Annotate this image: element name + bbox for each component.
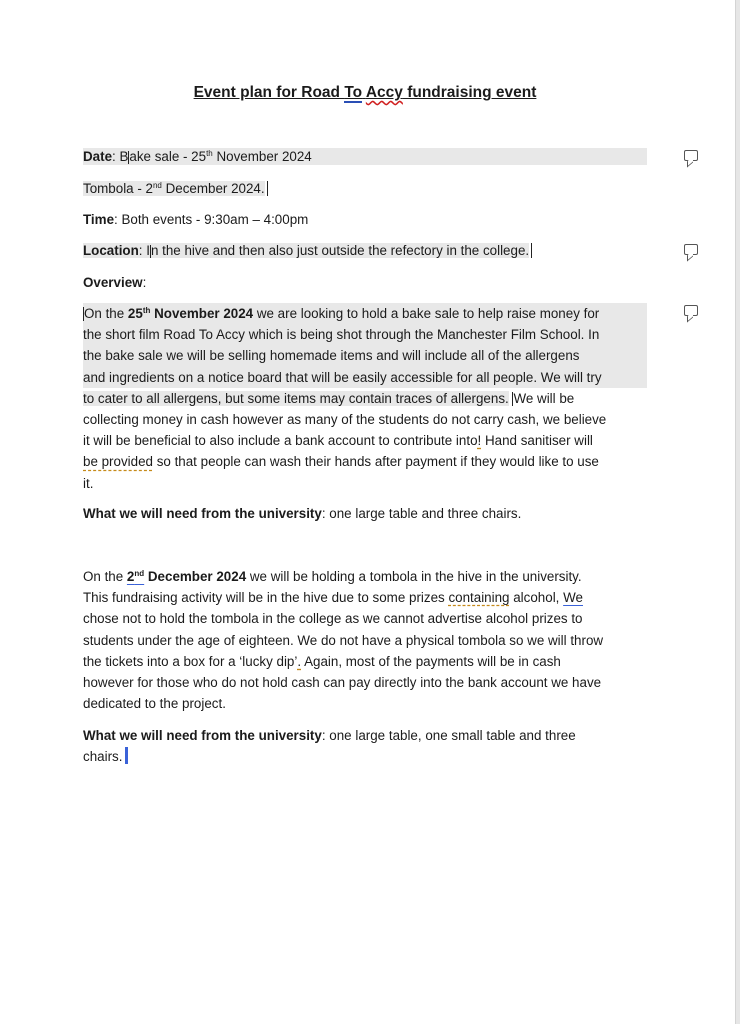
p1-date-day: 25 bbox=[127, 306, 143, 321]
p1-text: and ingredients on a notice board that will be easily accessible for all people. We will try bbox=[83, 367, 647, 388]
p2-text: we will be holding a tombola in the hive in the university. bbox=[246, 569, 582, 584]
p1-text: to cater to all allergens, but some items may contain traces of allergens. bbox=[83, 390, 509, 406]
overview-colon: : bbox=[142, 275, 147, 290]
date-line[interactable] bbox=[83, 148, 647, 165]
date-value-c: November 2024 bbox=[212, 149, 312, 164]
p1-text: On the bbox=[84, 306, 128, 321]
need-line-2[interactable] bbox=[83, 725, 649, 767]
need-value: chairs. bbox=[83, 749, 123, 765]
title-text-2: fundraising event bbox=[402, 84, 537, 101]
p1-text: Hand sanitiser will bbox=[481, 433, 593, 449]
grammar-flag: ! bbox=[477, 433, 482, 449]
text-cursor bbox=[531, 243, 532, 258]
grammar-flag: be provided bbox=[83, 454, 153, 470]
title-text-to: To bbox=[344, 84, 363, 101]
overview-line[interactable] bbox=[83, 274, 146, 291]
date-value-a: : B bbox=[112, 149, 129, 164]
need-line-1[interactable] bbox=[83, 505, 521, 522]
tombola-sup: nd bbox=[152, 181, 162, 190]
need-label: What we will need from the university bbox=[83, 728, 322, 743]
page-edge bbox=[735, 0, 740, 1024]
p1-text: it. bbox=[83, 475, 94, 491]
document-title[interactable] bbox=[0, 84, 730, 102]
date-label: Date bbox=[83, 149, 113, 164]
p2-text: dedicated to the project. bbox=[83, 696, 226, 712]
grammar-flag: We bbox=[563, 590, 583, 606]
p1-text: the bake sale we will be selling homemade items and will include all of the allergens bbox=[83, 345, 647, 366]
location-line[interactable] bbox=[83, 242, 532, 259]
p1-sup: th bbox=[142, 306, 151, 315]
p2-date-month: December 2024 bbox=[144, 569, 247, 584]
location-value-b: n the hive and then also just outside the refectory in the college. bbox=[150, 243, 530, 258]
p2-text: chose not to hold the tombola in the college as we cannot advertise alcohol prizes to bbox=[83, 611, 583, 627]
overview-label: Overview bbox=[83, 275, 143, 290]
location-label: Location bbox=[83, 243, 139, 258]
p1-text: it will be beneficial to also include a bank account to contribute into bbox=[83, 433, 478, 449]
tombola-line[interactable] bbox=[83, 180, 268, 197]
need-label: What we will need from the university bbox=[83, 506, 322, 521]
text-cursor bbox=[267, 181, 268, 196]
p2-sup: nd bbox=[134, 569, 145, 578]
text-cursor bbox=[125, 747, 128, 764]
p2-text: the tickets into a box for a ‘lucky dip’ bbox=[83, 653, 298, 669]
title-text-accy: Accy bbox=[365, 84, 403, 101]
grammar-flag: . bbox=[297, 653, 302, 669]
time-line[interactable] bbox=[83, 211, 308, 228]
p2-text: alcohol, bbox=[509, 590, 564, 606]
grammar-flag: containing bbox=[448, 590, 510, 606]
p2-text: students under the age of eighteen. We do not have a physical tombola so we will throw bbox=[83, 632, 604, 648]
p2-text: however for those who do not hold cash can pay directly into the bank account we have bbox=[83, 675, 602, 691]
p1-text: we are looking to hold a bake sale to help raise money for bbox=[253, 306, 600, 321]
comment-icon[interactable] bbox=[684, 150, 698, 161]
paragraph-bake-sale[interactable] bbox=[83, 303, 649, 494]
comment-icon[interactable] bbox=[684, 305, 698, 316]
date-value-b: ake sale - 25 bbox=[129, 149, 207, 164]
p1-text: so that people can wash their hands after payment if they would like to use bbox=[152, 454, 599, 470]
tombola-text-b: December 2024. bbox=[161, 181, 265, 196]
p1-date-month: November 2024 bbox=[150, 306, 254, 321]
p1-text: collecting money in cash however as many of the students do not carry cash, we believe bbox=[83, 412, 607, 428]
p1-text: We will be bbox=[513, 390, 575, 406]
p2-text: This fundraising activity will be in the hive due to some prizes bbox=[83, 590, 449, 606]
p1-text: the short film Road To Accy which is being shot through the Manchester Film School. In bbox=[83, 324, 647, 345]
need-value: : one large table and three chairs. bbox=[321, 506, 522, 521]
date-sup: th bbox=[206, 149, 213, 158]
need-value: : one large table, one small table and three bbox=[321, 728, 576, 743]
location-value-a: : I bbox=[138, 243, 150, 258]
p2-text: On the bbox=[83, 569, 127, 584]
time-value: : Both events - 9:30am – 4:00pm bbox=[114, 212, 309, 227]
title-text-1: Event plan for Road bbox=[193, 84, 345, 101]
p2-date-day: 2 bbox=[126, 569, 135, 584]
p2-text: Again, most of the payments will be in cash bbox=[301, 653, 561, 669]
comment-icon[interactable] bbox=[684, 244, 698, 255]
tombola-text-a: Tombola - 2 bbox=[83, 181, 153, 196]
time-label: Time bbox=[83, 212, 115, 227]
paragraph-tombola[interactable] bbox=[83, 566, 649, 714]
